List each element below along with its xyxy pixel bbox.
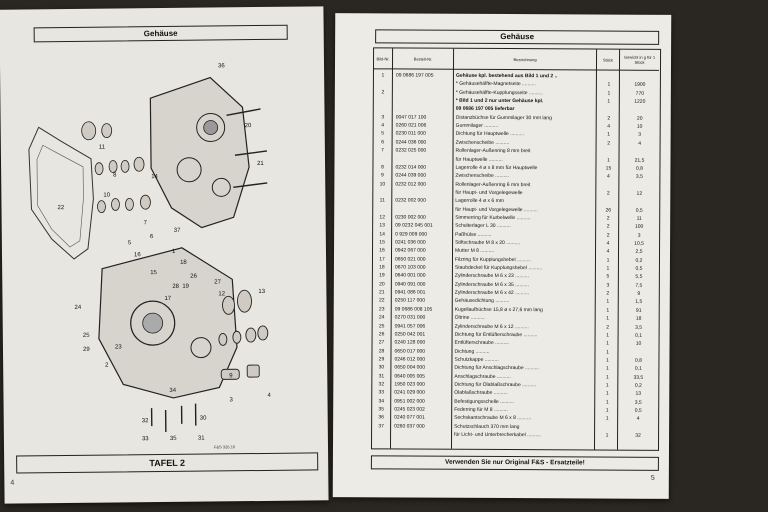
table-cell: 0232 014 000 (395, 164, 427, 171)
table-row (372, 423, 658, 430)
table-cell: 0,2 (634, 382, 642, 389)
table-row (373, 223, 659, 230)
table-row (373, 206, 659, 213)
page-number-left: 4 (10, 479, 15, 487)
table-cell: für Hauptwelle .......... (455, 156, 503, 163)
table-cell: 4 (638, 140, 641, 147)
table-cell: 23 (378, 306, 385, 313)
table-cell: 19 (379, 272, 385, 279)
table-row (374, 114, 660, 121)
table-cell: 13 (635, 390, 642, 398)
part-label: 22 (57, 205, 65, 212)
part-label: 6 (149, 234, 154, 241)
exploded-view-drawing (20, 46, 314, 449)
table-cell: 20 (636, 115, 643, 122)
part-label: 37 (173, 227, 181, 234)
table-cell: 1 (605, 399, 609, 406)
part-label: 26 (190, 273, 197, 280)
table-cell: Zwischenscheibe .......... (455, 139, 510, 146)
table-cell: 10 (379, 180, 386, 187)
drawing-code: F&S 326.10 (213, 444, 236, 450)
table-cell: 12 (379, 214, 385, 221)
table-cell: 1 (606, 257, 610, 264)
table-row (372, 348, 658, 355)
table-cell: 8 (381, 164, 384, 171)
table-cell: 1 (607, 90, 611, 97)
table-cell: Simmerring für Kurbelwelle .......... (455, 214, 531, 222)
table-cell: 1 (606, 357, 609, 364)
table-row (372, 373, 658, 380)
table-cell: * Gehäusehälfte-Magnetseite .......... (455, 81, 536, 88)
table-row (373, 273, 659, 280)
table-cell: Zwischenscheibe .......... (455, 172, 510, 180)
table-cell: 3,5 (634, 399, 642, 406)
part-label: 24 (74, 304, 82, 311)
table-cell: 0,1 (635, 332, 643, 339)
table-cell: 0670 103 000 (394, 264, 426, 271)
table-cell: Gehäuse kpl. bestehend aus Bild 1 und 2 .. (455, 72, 558, 80)
table-cell: 1 (606, 365, 609, 372)
table-cell: 37 (378, 423, 384, 430)
table-row (373, 231, 659, 238)
table-cell: 2 (606, 324, 610, 331)
table-cell: Gummilager .......... (455, 122, 499, 130)
table-cell: Rollenlager-Außenring 6 mm breit (455, 181, 531, 188)
part-label: 8 (113, 172, 117, 179)
table-cell: für Haupt- und Vorgelegewelle (455, 189, 523, 196)
table-cell: 18 (635, 315, 642, 322)
table-row (373, 156, 659, 163)
table-cell: 1 (606, 298, 610, 305)
table-cell: 4 (381, 122, 385, 129)
table-cell: 5 (381, 130, 385, 137)
table-cell: 4 (606, 248, 610, 255)
table-row (372, 356, 658, 363)
table-cell: Mutter M 8 .......... (455, 248, 495, 255)
table-cell: 36 (378, 414, 384, 421)
table-cell: 11 (379, 197, 385, 204)
table-cell: 0241 029 000 (394, 389, 425, 396)
table-cell: 0,1 (634, 365, 642, 372)
part-label: 36 (217, 63, 225, 70)
table-cell: 0650 004 000 (394, 364, 426, 371)
table-row (372, 415, 658, 422)
table-cell: 21,5 (634, 157, 645, 164)
part-label: 1 (171, 248, 176, 255)
table-cell: 3 (638, 132, 642, 139)
table-cell: 33,5 (633, 374, 644, 381)
table-cell: 0940 091 000 (394, 281, 426, 288)
table-cell: Distanzbüchse für Gummilager 30 mm lang (455, 114, 552, 122)
right-page (333, 13, 672, 499)
table-row (373, 214, 659, 221)
table-cell: 4 (606, 240, 610, 247)
parts-table (371, 47, 661, 451)
table-cell: 12 (636, 190, 643, 197)
table-cell: 0230 011 000 (395, 130, 426, 138)
table-cell: Federring für M 8 .......... (454, 406, 508, 414)
table-cell: 2 (607, 140, 610, 147)
table-row (373, 239, 659, 246)
table-row (373, 189, 659, 196)
table-cell: 1 (606, 265, 610, 272)
part-label: 7 (143, 220, 148, 227)
table-cell: 2 (607, 115, 611, 122)
part-label: 21 (257, 160, 264, 168)
table-cell: Zylinderschraube M 6 x 35 .......... (454, 281, 530, 288)
table-cell: 2,5 (635, 249, 643, 256)
table-cell: 4 (636, 416, 640, 423)
part-label: 28 (172, 283, 180, 290)
table-cell: 0250 042 001 (394, 331, 426, 338)
table-cell: 770 (635, 90, 645, 97)
table-cell: 0942 067 000 (395, 247, 426, 254)
table-cell: 7,5 (635, 282, 643, 289)
table-cell: Lagerrolle 4 ø x 6 mm (455, 198, 504, 205)
table-row (373, 256, 659, 263)
table-cell: 22 (378, 297, 385, 304)
table-row (372, 381, 658, 388)
part-label: 35 (169, 435, 177, 442)
table-cell: 3,5 (635, 173, 643, 180)
table-row (373, 289, 659, 296)
table-cell: 3 (381, 114, 385, 121)
table-cell: für Haupt- und Vorgelegewelle .......... (455, 206, 538, 213)
original-parts-note: Verwenden Sie nur Original F&S - Ersatzteile! (371, 455, 659, 471)
part-label: 29 (82, 346, 90, 353)
table-cell: 21 (379, 289, 385, 296)
table-cell: Anschlagschraube .......... (454, 373, 511, 380)
table-cell: 1 (605, 407, 609, 414)
table-cell: 0232 002 000 (395, 197, 426, 204)
table-row (373, 264, 659, 271)
table-cell: 31 (378, 372, 385, 379)
table-cell: 2 (606, 215, 610, 222)
table-cell: 4 (607, 173, 610, 180)
table-row (374, 72, 660, 79)
table-cell: 1900 (634, 82, 646, 89)
table-cell: 2 (606, 223, 610, 230)
table-cell: 32 (378, 381, 385, 388)
part-label: 17 (164, 295, 172, 302)
part-label: 23 (114, 344, 122, 351)
table-row (373, 281, 659, 288)
table-row (374, 147, 660, 154)
part-label: 16 (133, 252, 141, 259)
table-cell: 0250 117 000 (394, 297, 425, 305)
table-cell: * Bild 1 und 2 nur unter Gehäuse kpl. (455, 97, 544, 105)
table-row (374, 139, 660, 146)
table-cell: 34 (378, 397, 385, 405)
table-cell: 1 (606, 332, 609, 339)
table-row (373, 323, 659, 330)
table-cell: Gehäusedichtung .......... (454, 298, 510, 305)
table-cell: Dichtung für Ölablaßschraube .......... (454, 381, 537, 389)
table-cell: 0,5 (635, 207, 643, 214)
part-label: 13 (258, 288, 266, 296)
part-label: 5 (127, 240, 132, 247)
part-label: 20 (244, 123, 252, 130)
table-cell: 0 929 009 000 (395, 231, 428, 238)
table-cell: 0,8 (635, 165, 643, 172)
table-cell: 0650 021 000 (394, 256, 426, 263)
table-cell: Ölablaßschraube .......... (454, 390, 508, 397)
table-cell: 11 (636, 215, 642, 222)
table-cell: 2 (381, 89, 385, 96)
table-cell: 28 (378, 347, 385, 354)
table-row (373, 173, 659, 180)
table-cell: 5,5 (635, 274, 643, 281)
table-row (373, 181, 659, 188)
table-row (372, 390, 658, 397)
table-cell: Befestigungsschelle .......... (454, 398, 515, 405)
part-label: 3 (229, 397, 233, 404)
part-label: 15 (150, 270, 157, 277)
part-label: 31 (197, 435, 205, 442)
table-cell: 20 (379, 281, 385, 288)
table-cell: 10,5 (634, 240, 644, 247)
table-cell: Öltrine .......... (454, 314, 485, 322)
table-cell: 09 0686 008 105 (394, 306, 433, 313)
table-cell: 09 0686 197 005 (395, 72, 434, 79)
table-cell: Kugellaufbüchse 15,8 ø x 27,6 mm lang (454, 306, 543, 314)
part-label: 18 (180, 259, 187, 266)
column-header-bezeichnung: Bezeichnung (454, 49, 597, 71)
table-cell: 24 (378, 314, 385, 321)
table-cell: Schulterlager L 30 .......... (455, 223, 511, 230)
table-cell: 1 (605, 415, 609, 422)
table-cell: Stiftschraube M 8 x 20 .......... (455, 239, 521, 247)
table-cell: 0270 031 000 (394, 314, 426, 321)
table-row (374, 97, 660, 104)
table-cell: Paßhülse .......... (455, 231, 492, 238)
table-cell: 16 (379, 247, 385, 254)
table-cell: 0941 086 001 (394, 289, 426, 296)
part-label: 12 (218, 291, 226, 298)
table-row (372, 431, 658, 438)
table-row (373, 314, 659, 321)
part-label: 14 (151, 174, 158, 181)
table-cell: Zylinderschraube M 6 x 12 .......... (454, 323, 529, 330)
table-cell: 0,5 (635, 265, 643, 272)
table-cell: 2 (606, 232, 610, 239)
part-label: 25 (82, 332, 90, 339)
part-label: 4 (267, 392, 271, 399)
table-row (373, 340, 659, 347)
table-cell: Rollenlager-Außenring 8 mm breit (455, 147, 531, 155)
table-cell: Dichtung für Hauptwelle .......... (455, 131, 525, 138)
table-cell: 30 (378, 364, 385, 371)
plate-title: TAFEL 2 (16, 452, 318, 473)
table-cell: 1 (606, 315, 610, 322)
table-cell: 10 (636, 123, 643, 130)
part-label: 33 (141, 436, 149, 443)
table-cell: 0260 037 000 (394, 423, 425, 430)
table-row (372, 365, 658, 372)
table-cell: 4 (607, 123, 611, 130)
table-cell: 6 (381, 139, 385, 146)
table-cell: 27 (378, 339, 385, 346)
table-cell: 0260 021 006 (395, 122, 427, 129)
table-cell: 9 (381, 172, 384, 179)
table-cell: 1950 023 000 (394, 381, 425, 388)
table-cell: 0941 057 006 (394, 322, 426, 330)
table-cell: 0640 001 000 (394, 272, 426, 279)
table-cell: 1 (381, 72, 385, 79)
part-label: 27 (214, 279, 222, 286)
table-cell: 3 (606, 282, 610, 289)
table-cell: 1 (607, 131, 611, 139)
table-cell: Staubdeckel für Kupplungshebel .......... (454, 264, 543, 272)
table-row (373, 306, 659, 313)
table-cell: für Licht- und Unterbrecherkabel .......... (454, 431, 542, 439)
table-cell: 17 (379, 256, 385, 263)
table-row (374, 89, 660, 96)
table-cell: 1 (607, 98, 611, 105)
table-cell: 32 (635, 432, 641, 439)
column-header-gewicht: Gewicht in g für 1 Stück (620, 50, 659, 71)
table-cell: 29 (378, 356, 385, 363)
table-cell: 0240 128 000 (394, 339, 426, 346)
table-cell: 1 (605, 374, 609, 381)
table-cell: 1 (606, 340, 609, 347)
part-label: 30 (199, 415, 207, 422)
table-row (373, 164, 659, 171)
table-cell: 15 (379, 239, 385, 246)
table-cell: Dichtung für Anschlagschraube .......... (454, 365, 539, 372)
table-cell: 35 (378, 406, 384, 413)
column-header-stueck: Stück (597, 49, 620, 70)
table-cell: Dichtung .......... (454, 348, 490, 355)
table-cell: 0230 002 000 (395, 214, 426, 221)
table-cell: 0640 005 005 (394, 373, 425, 380)
table-cell: 1 (605, 432, 609, 439)
table-cell: 26 (378, 331, 385, 338)
table-cell: 09 0232 045 001 (395, 222, 433, 229)
table-cell: 0245 023 002 (394, 406, 425, 413)
table-row (374, 81, 660, 88)
table-cell: 0047 017 100 (395, 114, 427, 121)
table-row (372, 406, 658, 413)
table-cell: 5 (606, 273, 610, 280)
part-label: 9 (229, 373, 233, 380)
table-cell: 10 (635, 340, 642, 347)
table-cell: 0,5 (634, 407, 642, 414)
table-cell: 3,5 (635, 324, 643, 331)
table-cell: 0244 039 000 (395, 172, 427, 179)
table-cell: 91 (635, 307, 642, 314)
table-cell: 0951 002 000 (394, 398, 425, 405)
table-cell: Zylinderschraube M 6 x 23 .......... (454, 273, 530, 280)
table-cell: 0240 077 001 (394, 414, 425, 421)
table-cell: 1 (607, 157, 610, 164)
table-cell: 0241 036 000 (395, 239, 426, 246)
table-cell: Schutzkappe .......... (454, 356, 499, 363)
part-label: 10 (103, 192, 111, 199)
table-row (374, 106, 660, 113)
table-cell: * Gehäusehälfte-Kupplungsseite .......... (455, 89, 543, 96)
table-row (373, 248, 659, 255)
part-label: 19 (182, 283, 190, 290)
table-cell: 1 (606, 307, 610, 314)
column-header-bestell: Bestell-Nr. (393, 48, 454, 69)
table-cell: 0,2 (635, 257, 643, 264)
part-label: 2 (105, 362, 109, 369)
table-cell: 0232 012 000 (395, 180, 426, 188)
table-row (374, 131, 660, 138)
part-label: 11 (98, 144, 106, 151)
table-cell: 1 (606, 349, 609, 356)
page-number-right: 5 (650, 474, 655, 482)
table-cell: 2 (606, 190, 610, 197)
table-cell: 26 (605, 207, 612, 214)
page-title-left: Gehäuse (34, 25, 288, 43)
page-title-right: Gehäuse (375, 29, 659, 44)
table-cell: 1 (605, 382, 609, 389)
table-cell: 0650 017 000 (394, 347, 426, 355)
table-row (373, 331, 659, 338)
table-cell: 0,8 (634, 357, 642, 364)
table-cell: 1 (605, 390, 609, 397)
table-row (373, 298, 659, 305)
table-row (374, 122, 660, 129)
table-cell: 2 (606, 290, 610, 297)
table-cell: 1,5 (635, 299, 643, 306)
table-cell: Entlüfterschraube .......... (454, 339, 510, 347)
table-cell: 09 0686 197 005 lieferbar (455, 106, 515, 113)
column-header-bild: Bild-Nr. (374, 48, 393, 69)
table-cell: Filzring für Kupplungshebel .......... (454, 256, 531, 263)
table-cell: 0246 012 000 (394, 356, 426, 363)
part-label: 32 (141, 418, 149, 425)
table-cell: 0244 036 000 (395, 139, 427, 146)
table-cell: 9 (637, 290, 641, 297)
table-cell: Dichtung für Entlüfterschraube .......... (454, 331, 538, 339)
table-cell: Zylinderschraube M 6 x 42 .......... (454, 289, 530, 297)
table-cell: 25 (378, 322, 385, 329)
table-row (373, 198, 659, 205)
table-cell: 0232 025 000 (395, 147, 427, 154)
part-label: 34 (169, 387, 177, 394)
table-cell: 13 (379, 222, 385, 229)
table-cell: Schutzschlauch 370 mm lang (454, 423, 520, 430)
table-cell: 3 (637, 232, 641, 239)
table-cell: 7 (381, 147, 384, 154)
table-cell: 33 (378, 389, 385, 396)
table-cell: 18 (379, 264, 385, 271)
table-row (372, 398, 658, 405)
table-cell: 15 (605, 165, 612, 172)
table-cell: Sechskantschraube M 6 x 8 .......... (454, 415, 532, 422)
table-cell: Lagerrolle 4 ø x 8 mm für Hauptwelle (455, 164, 538, 172)
table-cell: 14 (379, 230, 385, 238)
table-cell: 1220 (634, 98, 646, 105)
table-cell: 100 (634, 223, 644, 231)
left-page (0, 6, 329, 503)
table-cell: 1 (607, 81, 611, 88)
